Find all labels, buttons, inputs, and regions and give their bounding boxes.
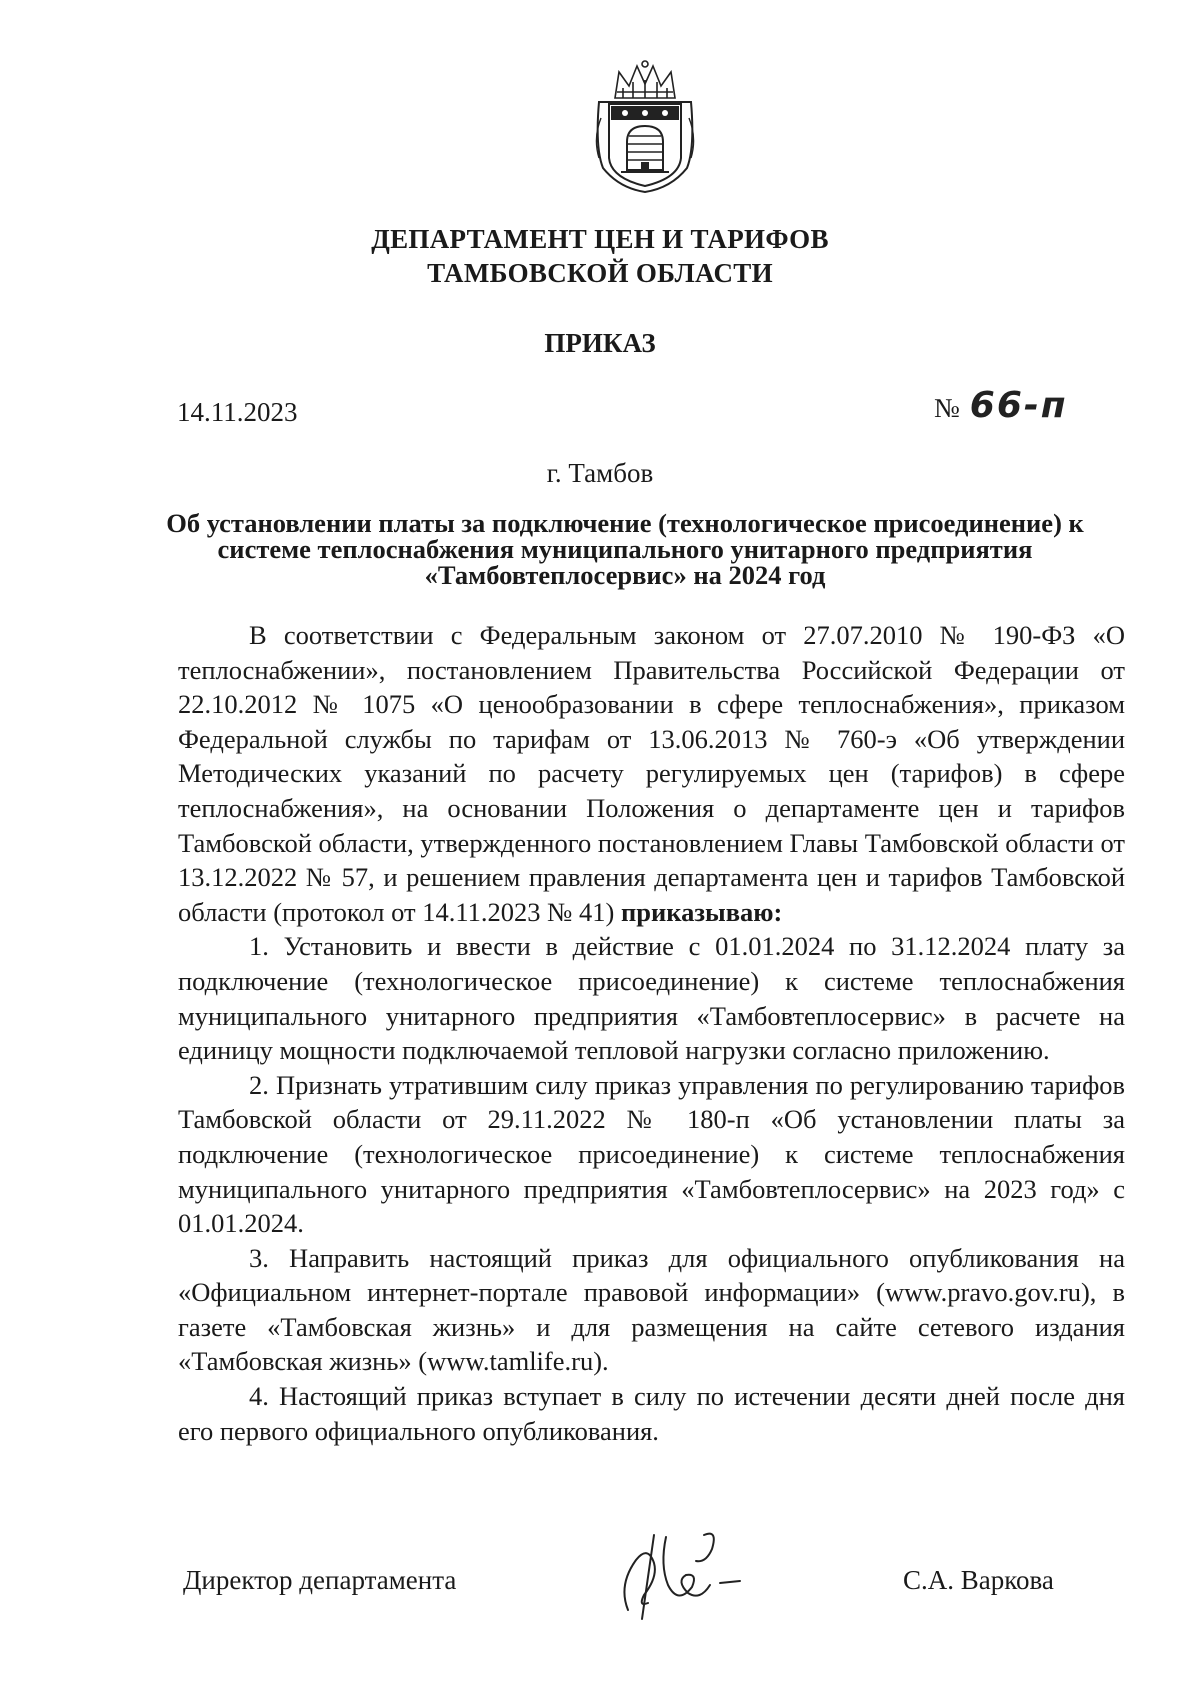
document-type-title: ПРИКАЗ — [544, 328, 656, 358]
signatory-name: С.А. Варкова — [903, 1565, 1054, 1595]
order-item: 1. Установить и ввести в действие с 01.01.2024 по 31.12.2024 плату за подключение (технологическое присоединение) к системе теплоснабжения муниципального унитарного предприятия «Тамбовтеплосервис» в расчете на единицу мощности подключаемой тепловой нагрузки согласно приложению. — [178, 931, 1125, 1066]
department-name — [0, 222, 1200, 290]
handwritten-signature — [608, 1515, 758, 1625]
order-item: 4. Настоящий приказ вступает в силу по истечении десяти дней после дня его первого официального опубликования. — [178, 1381, 1125, 1446]
number-sign: № — [934, 393, 960, 423]
preamble-text: В соответствии с Федеральным законом от 27.07.2010 № 190-ФЗ «О теплоснабжении», постановлением Правительства Российской Федерации от 22.10.2012 № 1075 «О ценообразовании в сфере теплоснабжения», приказом Федеральной службы по тарифам от 13.06.2013 № 760-э «Об утверждении Методических указаний по расчету регулируемых цен (тарифов) в сфере теплоснабжения», на основании Положения о департаменте цен и тарифов Тамбовской области, утвержденного постановлением Главы Тамбовской области от 13.12.2022 № 57, и решением правления департамента цен и тарифов Тамбовской области (протокол от 14.11.2023 № 41) — [178, 620, 1125, 927]
preamble-paragraph — [178, 618, 1125, 929]
department-name-line2: ТАМБОВСКОЙ ОБЛАСТИ — [427, 258, 773, 288]
city: г. Тамбов — [546, 458, 654, 488]
signatory-title: Директор департамента — [183, 1565, 457, 1595]
handwritten-number: 66-п — [969, 385, 1068, 426]
document-number — [934, 385, 1068, 426]
preamble-emphasis: приказываю: — [620, 896, 783, 927]
document-body — [178, 618, 1125, 1448]
order-item: 3. Направить настоящий приказ для официального опубликования на «Официальном интернет-портале правовой информации» (www.pravo.gov.ru), в газете «Тамбовская жизнь» и для размещения на сайте сетевого издания «Тамбовская жизнь» (www.tamlife.ru). — [178, 1242, 1125, 1377]
department-name-line1: ДЕПАРТАМЕНТ ЦЕН И ТАРИФОВ — [371, 224, 829, 254]
document-subject: Об установлении платы за подключение (технологическое присоединение) к системе теплоснабжения муниципального унитарного предприятия «Тамбовтеплосервис» на 2024 год — [166, 508, 1084, 590]
order-item: 2. Признать утратившим силу приказ управления по регулированию тарифов Тамбовской области от 29.11.2022 № 180-п «Об установлении платы за подключение (технологическое присоединение) к системе теплоснабжения муниципального унитарного предприятия «Тамбовтеплосервис» на 2023 год» с 01.01.2024. — [178, 1069, 1125, 1239]
document-date: 14.11.2023 — [177, 397, 298, 427]
coat-of-arms-icon — [589, 58, 701, 194]
